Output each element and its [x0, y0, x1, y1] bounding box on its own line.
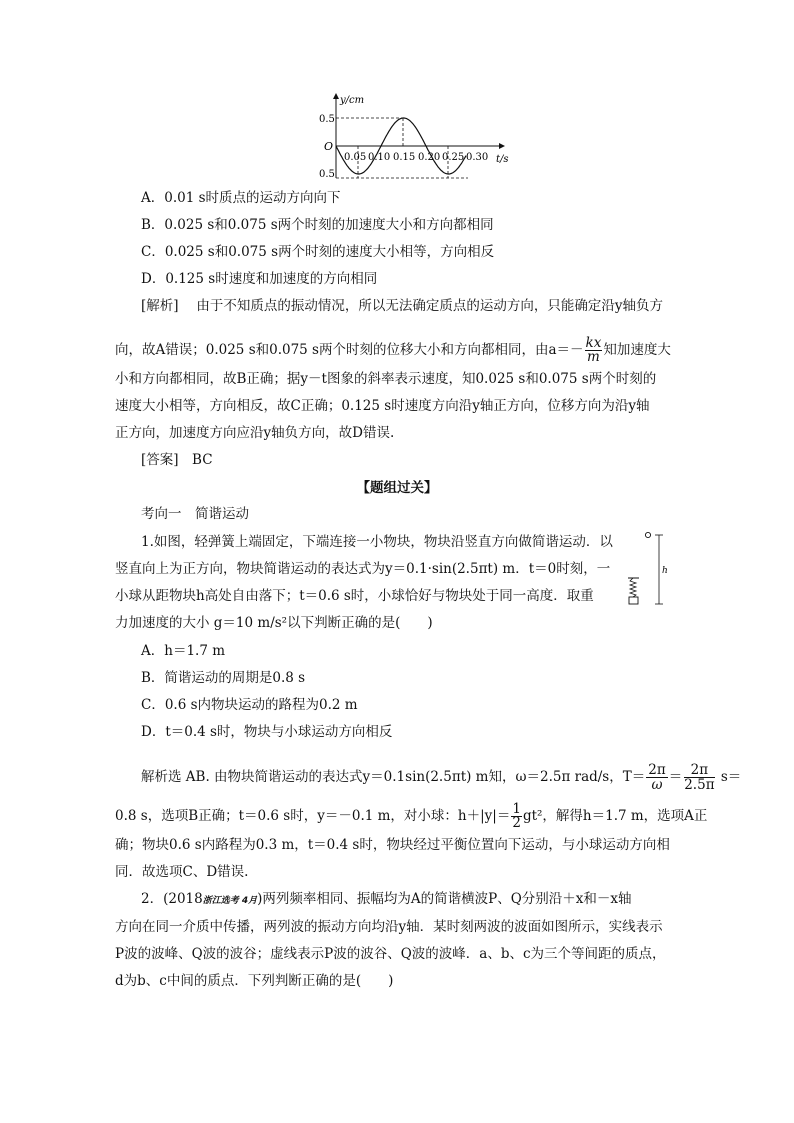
- p1-line-3: 小球从距物块h高处自由落下；t＝0.6 s时，小球恰好与物块处于同一高度．取重: [115, 588, 594, 604]
- fraction-one-half: $\frac{1}{2}$: [512, 801, 521, 831]
- q1-option-b: B．0.025 s和0.075 s两个时刻的加速度大小和方向都相同: [141, 217, 494, 233]
- x-tick-labels: [344, 152, 488, 163]
- origin-label: O: [324, 140, 334, 153]
- p1-line-1: 1.如图，轻弹簧上端固定，下端连接一小物块，物块沿竖直方向做简谐运动．以: [141, 534, 613, 550]
- x-tick-label: 0.10: [368, 152, 391, 163]
- analysis-line-1: [解析] 由于不知质点的振动情况，所以无法确定质点的运动方向，只能确定沿y轴负方: [141, 298, 663, 314]
- solution-line-1: 解析选 AB. 由物块简谐运动的表达式y＝0.1sin(2.5πt) m知，ω＝2.5π rad/s，T＝ $\frac{2\pi}{\omega}$ ＝ $\frac{2\pi}{2.5\pi}$ s＝: [141, 762, 742, 793]
- spring-figure: [626, 526, 672, 612]
- answer-value: BC: [192, 452, 213, 468]
- p2-line-4: d为b、c中间的质点．下列判断正确的是( ): [115, 973, 394, 989]
- solution-line-3: 确；物块0.6 s内路程为0.3 m，t＝0.4 s时，物块经过平衡位置向下运动，与小球运动方向相: [115, 837, 670, 853]
- answer-line: [141, 451, 213, 469]
- y-bottom-label: 0.5: [319, 169, 335, 180]
- solution-line-2: 0.8 s，选项B正确；t＝0.6 s时，y＝－0.1 m，对小球：h＋|y|＝ $\frac{1}{2}$ gt²，解得h＝1.7 m，选项A正: [115, 801, 708, 831]
- q1-option-d: D．0.125 s时速度和加速度的方向相同: [141, 271, 378, 287]
- analysis-line-4: 速度大小相等，方向相反，故C正确；0.125 s时速度方向沿y轴正方向，位移方向为沿y轴: [115, 398, 650, 414]
- analysis-line-5: 正方向，加速度方向应沿y轴负方向，故D错误.: [115, 425, 395, 441]
- p1-option-a: A．h＝1.7 m: [141, 643, 226, 659]
- section-title: 【题组过关】: [356, 480, 438, 496]
- y-axis-label: y/cm: [340, 95, 365, 106]
- x-tick-label: 0.15: [393, 152, 416, 163]
- solution-line-4: 同．故选项C、D错误.: [115, 864, 249, 880]
- block-icon: [629, 597, 638, 604]
- source-tag: 浙江选考 4月: [202, 896, 258, 906]
- x-tick-label: 0.20: [418, 152, 441, 163]
- spring-icon: [630, 578, 636, 597]
- y-top-label: 0.5: [319, 114, 335, 125]
- analysis-label: [解析]: [141, 298, 179, 314]
- p1-line-2: 竖直向上为正方向，物块简谐运动的表达式为y＝0.1·sin(2.5πt) m．t＝0时刻，一: [115, 561, 611, 577]
- q1-option-c: C．0.025 s和0.075 s两个时刻的速度大小相等，方向相反: [141, 244, 495, 260]
- p1-option-d: D．t＝0.4 s时，物块与小球运动方向相反: [141, 724, 393, 740]
- fraction-2pi-2.5pi: $\frac{2\pi}{2.5\pi}$: [684, 762, 715, 793]
- fraction-2pi-omega: $\frac{2\pi}{\omega}$: [648, 762, 666, 793]
- x-tick-label: 0.05: [344, 152, 367, 163]
- q1-option-a: A．0.01 s时质点的运动方向向下: [141, 190, 341, 206]
- answer-label: [答案]: [141, 452, 179, 468]
- p2-line-3: P波的波峰、Q波的波谷；虚线表示P波的波谷、Q波的波峰．a、b、c为三个等间距的质点，: [115, 946, 666, 962]
- analysis-line-3: 小和方向都相同，故B正确；据y－t图象的斜率表示速度，知0.025 s和0.075 s两个时刻的: [115, 371, 657, 387]
- p1-option-c: C．0.6 s内物块运动的路程为0.2 m: [141, 697, 358, 713]
- fraction-kx-m: $\frac{kx}{m}$: [585, 335, 602, 365]
- sine-graph: [318, 90, 518, 190]
- topic-heading: 考向一 简谐运动: [141, 506, 249, 522]
- x-tick-label: 0.30: [466, 152, 489, 163]
- height-label: h: [662, 566, 668, 576]
- p1-line-4: 力加速度的大小 g＝10 m/s²以下判断正确的是( ): [115, 615, 433, 631]
- ball-icon: [645, 532, 650, 537]
- p2-line-2: 方向在同一介质中传播，两列波的振动方向均沿y轴．某时刻两波的波面如图所示，实线表示: [115, 919, 663, 935]
- x-axis-label: t/s: [496, 154, 509, 165]
- x-tick-label: 0.25: [442, 152, 465, 163]
- analysis-line-2: 向，故A错误；0.025 s和0.075 s两个时刻的位移大小和方向都相同，由a＝－ $\frac{kx}{m}$ 知加速度大: [115, 335, 671, 365]
- p2-line-1: 2．(2018浙江选考 4月)两列频率相同、振幅均为A的简谐横波P、Q分别沿＋x和－x轴: [141, 891, 632, 907]
- p1-option-b: B．简谐运动的周期是0.8 s: [141, 670, 306, 686]
